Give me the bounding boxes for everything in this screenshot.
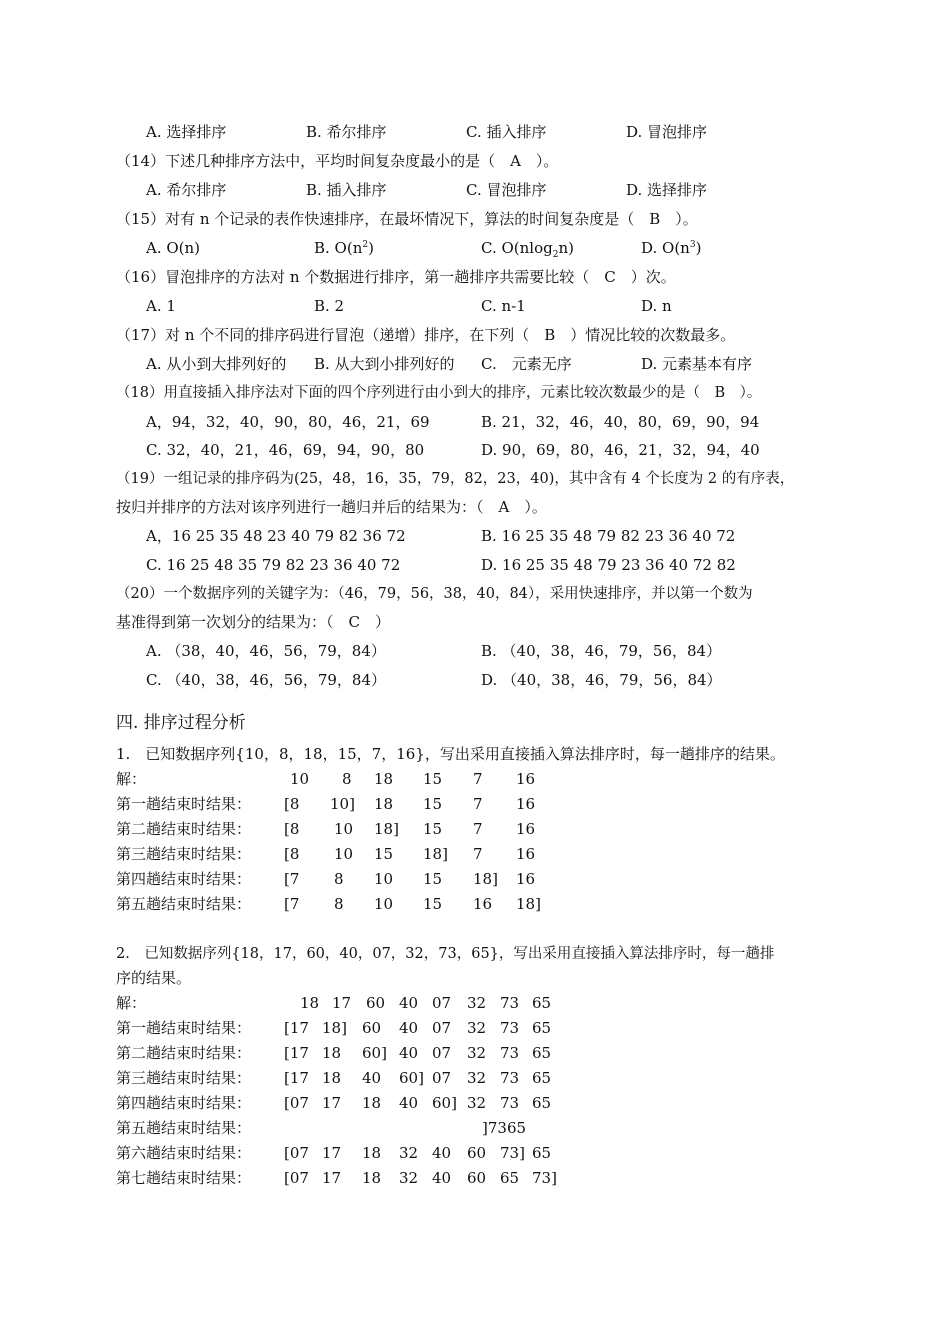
table-cell: 18] (473, 870, 498, 888)
row-label: 第二趟结束时结果： (116, 1044, 252, 1062)
table-cell: 40 (399, 1044, 419, 1062)
q18-option-c: C. 32，40，21，46，69，94，90，80 (146, 441, 425, 459)
table-cell: 07 (432, 1044, 452, 1062)
table-cell: 18] (322, 1019, 347, 1037)
table-cell: 10 (374, 870, 394, 888)
question-16-stem: （16）冒泡排序的方法对 n 个数据进行排序，第一趟排序共需要比较（ C ）次。 (116, 268, 676, 286)
table-cell: 17 (322, 1094, 342, 1112)
section-heading: 四. 排序过程分析 (116, 713, 246, 733)
problem-2-question-line1: 2. 已知数据序列{18，17，60，40，07，32，73，65}，写出采用直接插入算法排序时，每一趟排 (116, 946, 775, 962)
problem-1-question: 1. 已知数据序列{10，8，18，15，7，16}，写出采用直接插入算法排序时，每一趟排序的结果。 (116, 745, 785, 763)
table-cell: 73] (532, 1169, 557, 1187)
table-cell: 10] (330, 795, 355, 813)
table-cell: 17 (322, 1144, 342, 1162)
table-cell: 16 (516, 770, 536, 788)
table-cell: 10 (334, 845, 354, 863)
table-cell: 16 (473, 895, 493, 913)
row-label: 第七趟结束时结果： (116, 1169, 252, 1187)
table-cell: 65 (500, 1169, 520, 1187)
table-cell: 73 (500, 1044, 520, 1062)
table-cell: 65 (532, 994, 552, 1012)
table-cell: 16 (516, 870, 536, 888)
table-cell: 60] (399, 1069, 424, 1087)
q16-option-c: C. n-1 (481, 297, 526, 315)
option-d: D. 冒泡排序 (626, 123, 708, 141)
q18-option-b: B. 21，32，46，40，80，69，90，94 (481, 413, 760, 431)
q18-option-d: D. 90，69，80，46，21，32，94，40 (481, 441, 760, 459)
table-cell: 73 (500, 1019, 520, 1037)
q20-option-b: B. （40，38，46，79，56，84） (481, 642, 722, 660)
question-18-stem: （18）用直接插入排序法对下面的四个序列进行由小到大的排序，元素比较次数最少的是（ B ）。 (116, 385, 762, 401)
table-cell: 18 (362, 1144, 382, 1162)
row-label: 第三趟结束时结果： (116, 845, 252, 863)
table-cell: 7 (473, 845, 483, 863)
row-label: 第一趟结束时结果： (116, 1019, 252, 1037)
question-19-stem-line1: （19）一组记录的排序码为(25，48，16，35，79，82，23，40)，其中含有 4 个长度为 2 的有序表， (116, 471, 795, 487)
table-cell: 18] (374, 820, 399, 838)
table-cell: [7 (284, 895, 300, 913)
row-label: 第四趟结束时结果： (116, 1094, 252, 1112)
table-cell: 60 (362, 1019, 382, 1037)
row-label: 解： (116, 770, 147, 788)
table-cell: ]7365 (482, 1119, 527, 1137)
table-cell: [7 (284, 870, 300, 888)
row-label: 解： (116, 994, 147, 1012)
q14-option-c: C. 冒泡排序 (466, 181, 547, 199)
q19-option-c: C. 16 25 48 35 79 82 23 36 40 72 (146, 556, 401, 574)
table-cell: 8 (334, 895, 344, 913)
q17-option-b: B. 从大到小排列好的 (314, 355, 455, 373)
q20-option-d: D. （40，38，46，79，56，84） (481, 671, 722, 689)
q17-option-d: D. 元素基本有序 (641, 355, 753, 373)
table-cell: [17 (284, 1019, 309, 1037)
table-cell: 32 (467, 1069, 487, 1087)
q15-option-d: D. $O(n^3)$ (641, 239, 702, 257)
table-cell: 18 (362, 1169, 382, 1187)
q14-option-d: D. 选择排序 (626, 181, 708, 199)
table-cell: [17 (284, 1069, 309, 1087)
q19-option-a: A，16 25 35 48 23 40 79 82 36 72 (146, 527, 406, 545)
table-cell: 18 (374, 795, 394, 813)
table-cell: 60 (467, 1169, 487, 1187)
row-label: 第一趟结束时结果： (116, 795, 252, 813)
table-cell: 16 (516, 795, 536, 813)
q16-option-b: B. 2 (314, 297, 345, 315)
table-cell: 7 (473, 795, 483, 813)
table-cell: 17 (322, 1169, 342, 1187)
question-20-stem-line1: （20）一个数据序列的关键字为：（46，79，56，38，40，84），采用快速排序，并以第一个数为 (116, 586, 753, 602)
q15-option-a: A. O(n) (146, 239, 201, 257)
table-cell: 15 (423, 895, 443, 913)
table-cell: 15 (423, 795, 443, 813)
table-cell: [07 (284, 1144, 309, 1162)
q19-option-b: B. 16 25 35 48 79 82 23 36 40 72 (481, 527, 736, 545)
table-cell: 40 (399, 994, 419, 1012)
table-cell: 18 (362, 1094, 382, 1112)
option-b: B. 希尔排序 (306, 123, 387, 141)
table-cell: 40 (432, 1144, 452, 1162)
q14-option-a: A. 希尔排序 (146, 181, 227, 199)
table-cell: 15 (423, 870, 443, 888)
table-cell: 15 (423, 820, 443, 838)
table-cell: 65 (532, 1069, 552, 1087)
question-20-stem-line2: 基准得到第一次划分的结果为：（ C ） (116, 613, 390, 631)
table-cell: 65 (532, 1019, 552, 1037)
option-c: C. 插入排序 (466, 123, 547, 141)
row-label: 第三趟结束时结果： (116, 1069, 252, 1087)
table-cell: 10 (374, 895, 394, 913)
table-cell: 18 (322, 1044, 342, 1062)
table-cell: [8 (284, 820, 300, 838)
table-cell: [8 (284, 845, 300, 863)
option-a: A. 选择排序 (146, 123, 227, 141)
q15-option-b: B. $O(n^2)$ (314, 239, 374, 257)
table-cell: 40 (432, 1169, 452, 1187)
table-cell: 32 (399, 1169, 419, 1187)
q19-option-d: D. 16 25 35 48 79 23 36 40 72 82 (481, 556, 736, 574)
table-cell: 65 (532, 1144, 552, 1162)
q17-option-a: A. 从小到大排列好的 (146, 355, 287, 373)
table-cell: 73 (500, 994, 520, 1012)
table-cell: 8 (334, 870, 344, 888)
q18-option-a: A，94，32，40，90，80，46，21，69 (146, 413, 430, 431)
question-19-stem-line2: 按归并排序的方法对该序列进行一趟归并后的结果为：（ A ）。 (116, 498, 547, 516)
table-cell: 40 (399, 1094, 419, 1112)
table-cell: 18 (374, 770, 394, 788)
table-cell: 60] (432, 1094, 457, 1112)
row-label: 第五趟结束时结果： (116, 895, 252, 913)
table-cell: 60 (366, 994, 386, 1012)
table-cell: 16 (516, 845, 536, 863)
table-cell: 07 (432, 994, 452, 1012)
row-label: 第五趟结束时结果： (116, 1119, 252, 1137)
row-label: 第二趟结束时结果： (116, 820, 252, 838)
q15-option-c: C. O(nlog$_2$n) (481, 239, 574, 260)
table-cell: 32 (467, 994, 487, 1012)
table-cell: 65 (532, 1094, 552, 1112)
table-cell: 10 (290, 770, 310, 788)
table-cell: [07 (284, 1094, 309, 1112)
q14-option-b: B. 插入排序 (306, 181, 387, 199)
table-cell: 7 (473, 770, 483, 788)
table-cell: 18 (322, 1069, 342, 1087)
q16-option-a: A. 1 (146, 297, 176, 315)
q20-option-c: C. （40，38，46，56，79，84） (146, 671, 387, 689)
table-cell: 07 (432, 1019, 452, 1037)
table-cell: 15 (423, 770, 443, 788)
table-cell: 10 (334, 820, 354, 838)
table-cell: 40 (399, 1019, 419, 1037)
table-cell: 60] (362, 1044, 387, 1062)
table-cell: 73] (500, 1144, 525, 1162)
table-cell: [17 (284, 1044, 309, 1062)
table-cell: 7 (473, 820, 483, 838)
table-cell: [8 (284, 795, 300, 813)
q17-option-c: C. 元素无序 (481, 355, 572, 373)
row-label: 第六趟结束时结果： (116, 1144, 252, 1162)
problem-2-question-line2: 序的结果。 (116, 969, 192, 987)
table-cell: [07 (284, 1169, 309, 1187)
table-cell: 32 (399, 1144, 419, 1162)
table-cell: 73 (500, 1069, 520, 1087)
q20-option-a: A. （38，40，46，56，79，84） (146, 642, 386, 660)
table-cell: 07 (432, 1069, 452, 1087)
table-cell: 16 (516, 820, 536, 838)
table-cell: 17 (332, 994, 352, 1012)
table-cell: 40 (362, 1069, 382, 1087)
table-cell: 73 (500, 1094, 520, 1112)
table-cell: 8 (342, 770, 352, 788)
table-cell: 32 (467, 1044, 487, 1062)
table-cell: 15 (374, 845, 394, 863)
table-cell: 32 (467, 1019, 487, 1037)
table-cell: 32 (467, 1094, 487, 1112)
table-cell: 60 (467, 1144, 487, 1162)
table-cell: 18 (300, 994, 320, 1012)
question-15-stem: （15）对有 n 个记录的表作快速排序，在最坏情况下，算法的时间复杂度是（ B ）。 (116, 210, 698, 228)
question-17-stem: （17）对 n 个不同的排序码进行冒泡（递增）排序，在下列（ B ）情况比较的次数最多。 (116, 326, 736, 344)
table-cell: 65 (532, 1044, 552, 1062)
q16-option-d: D. n (641, 297, 672, 315)
table-cell: 18] (423, 845, 448, 863)
row-label: 第四趟结束时结果： (116, 870, 252, 888)
question-14-stem: （14）下述几种排序方法中，平均时间复杂度最小的是（ A ）。 (116, 152, 559, 170)
table-cell: 18] (516, 895, 541, 913)
